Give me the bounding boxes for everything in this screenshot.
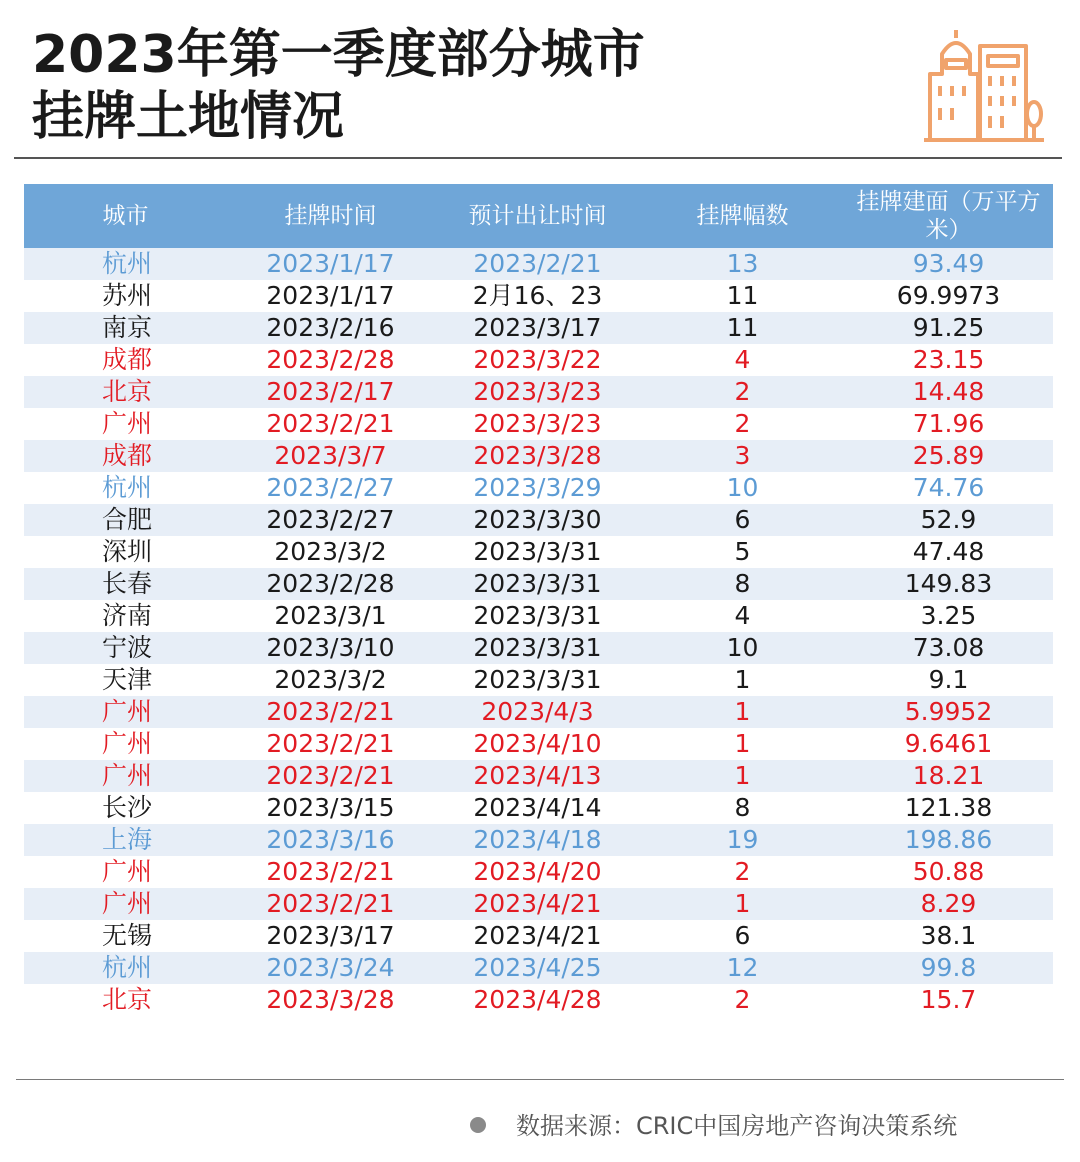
cell-area: 15.7: [920, 985, 977, 1014]
cell-city: 合肥: [24, 504, 227, 536]
col-header-expected-date: 预计出让时间: [434, 184, 641, 248]
table-row: [24, 536, 1053, 568]
cell-area: 149.83: [844, 568, 1053, 600]
cell-listed-date: 2023/2/27: [266, 473, 395, 502]
table-row: [24, 280, 1053, 312]
title-line-1: 2023年第一季度部分城市: [32, 25, 645, 85]
cell-expected-date: 2023/4/20: [473, 857, 602, 886]
title-line-2: 挂牌土地情况: [32, 87, 345, 147]
cell-listed-date: 2023/3/15: [266, 793, 395, 822]
cell-expected-date: 2023/4/13: [434, 760, 641, 792]
cell-area: 198.86: [844, 824, 1053, 856]
cell-area: 52.9: [844, 504, 1053, 536]
cell-expected-date: 2月16、23: [472, 281, 603, 310]
table-row: [24, 664, 1053, 696]
table-row: [24, 696, 1053, 728]
cell-listed-date: 2023/3/10: [227, 632, 434, 664]
col-header-area: 挂牌建面（万平方米）: [844, 184, 1053, 248]
cell-city: 深圳: [102, 537, 153, 566]
cell-expected-date: 2023/3/31: [434, 632, 641, 664]
cell-area: 3.25: [920, 601, 977, 630]
cell-city: 天津: [102, 665, 153, 694]
cell-expected-date: 2023/3/23: [434, 376, 641, 408]
cell-expected-date: 2023/3/28: [434, 440, 641, 472]
cell-listed-date: 2023/3/24: [227, 952, 434, 984]
cell-listed-date: 2023/3/7: [227, 440, 434, 472]
page-title: [32, 24, 645, 148]
cell-count: 1: [641, 888, 844, 920]
cell-listed-date: 2023/3/17: [266, 921, 395, 950]
cell-listed-date: 2023/3/16: [227, 824, 434, 856]
cell-listed-date: 2023/2/17: [227, 376, 434, 408]
cell-city: 杭州: [102, 473, 153, 502]
cell-area: 71.96: [912, 409, 985, 438]
cell-city: 广州: [102, 729, 153, 758]
cell-area: 18.21: [844, 760, 1053, 792]
title-divider: [14, 157, 1062, 159]
cell-count: 1: [734, 665, 751, 694]
cell-city: 长沙: [102, 793, 153, 822]
table-row: [24, 728, 1053, 760]
cell-city: 广州: [102, 409, 153, 438]
cell-listed-date: 2023/2/27: [227, 504, 434, 536]
cell-city: 成都: [102, 345, 153, 374]
cell-city: 成都: [24, 440, 227, 472]
cell-expected-date: 2023/3/31: [434, 568, 641, 600]
cell-area: 38.1: [920, 921, 977, 950]
cell-city: 济南: [102, 601, 153, 630]
col-header-listed-date: 挂牌时间: [227, 184, 434, 248]
table-row: [24, 248, 1053, 280]
table-header-row: [24, 184, 1053, 248]
cell-count: 2: [734, 985, 751, 1014]
cell-expected-date: 2023/3/31: [473, 665, 602, 694]
cell-count: 2: [734, 857, 751, 886]
cell-expected-date: 2023/3/30: [434, 504, 641, 536]
cell-area: 5.9952: [844, 696, 1053, 728]
cell-listed-date: 2023/3/2: [274, 537, 387, 566]
cell-area: 121.38: [904, 793, 993, 822]
cell-count: 3: [641, 440, 844, 472]
land-listing-table: [24, 184, 1053, 1016]
cell-count: 6: [734, 921, 751, 950]
cell-listed-date: 2023/2/21: [266, 729, 395, 758]
cell-expected-date: 2023/4/10: [473, 729, 602, 758]
cell-listed-date: 2023/2/21: [227, 696, 434, 728]
table-row: [24, 440, 1053, 472]
cell-city: 杭州: [24, 248, 227, 280]
cell-listed-date: 2023/2/28: [227, 568, 434, 600]
cell-expected-date: 2023/4/14: [473, 793, 602, 822]
table-row: [24, 984, 1053, 1016]
cell-listed-date: 2023/1/17: [266, 281, 395, 310]
cell-listed-date: 2023/2/21: [266, 857, 395, 886]
cell-city: 南京: [24, 312, 227, 344]
cell-count: 12: [641, 952, 844, 984]
cell-count: 1: [641, 760, 844, 792]
cell-expected-date: 2023/4/21: [473, 921, 602, 950]
table-row: [24, 376, 1053, 408]
cell-count: 5: [734, 537, 751, 566]
cell-listed-date: 2023/2/21: [227, 760, 434, 792]
table-row: [24, 760, 1053, 792]
table-row: [24, 504, 1053, 536]
cell-count: 2: [734, 409, 751, 438]
table-row: [24, 856, 1053, 888]
cell-area: 73.08: [844, 632, 1053, 664]
cell-city: 杭州: [24, 952, 227, 984]
data-source-note: [470, 1106, 957, 1141]
cell-count: 6: [641, 504, 844, 536]
table-row: [24, 600, 1053, 632]
cell-listed-date: 2023/3/2: [274, 665, 387, 694]
cell-count: 1: [734, 729, 751, 758]
cell-count: 19: [641, 824, 844, 856]
cell-expected-date: 2023/3/31: [473, 601, 602, 630]
city-buildings-icon: [922, 24, 1046, 144]
cell-expected-date: 2023/4/21: [434, 888, 641, 920]
cell-expected-date: 2023/3/29: [473, 473, 602, 502]
cell-count: 4: [734, 601, 751, 630]
cell-expected-date: 2023/4/28: [473, 985, 602, 1014]
cell-city: 广州: [24, 760, 227, 792]
cell-expected-date: 2023/4/25: [434, 952, 641, 984]
cell-area: 9.1: [928, 665, 969, 694]
bullet-icon: [470, 1117, 486, 1133]
cell-listed-date: 2023/2/21: [266, 409, 395, 438]
cell-city: 无锡: [102, 921, 153, 950]
cell-expected-date: 2023/3/23: [473, 409, 602, 438]
cell-expected-date: 2023/4/18: [434, 824, 641, 856]
cell-expected-date: 2023/3/17: [434, 312, 641, 344]
cell-city: 广州: [24, 888, 227, 920]
cell-count: 10: [726, 473, 759, 502]
cell-area: 99.8: [844, 952, 1053, 984]
cell-city: 北京: [24, 376, 227, 408]
cell-area: 91.25: [844, 312, 1053, 344]
table-row: [24, 792, 1053, 824]
cell-count: 11: [641, 312, 844, 344]
cell-city: 广州: [24, 696, 227, 728]
cell-expected-date: 2023/4/3: [434, 696, 641, 728]
cell-count: 10: [641, 632, 844, 664]
cell-count: 8: [641, 568, 844, 600]
cell-area: 8.29: [844, 888, 1053, 920]
table-row: [24, 568, 1053, 600]
cell-area: 47.48: [912, 537, 985, 566]
table-row: [24, 472, 1053, 504]
cell-area: 69.9973: [896, 281, 1001, 310]
cell-city: 上海: [24, 824, 227, 856]
cell-city: 苏州: [102, 281, 153, 310]
cell-area: 9.6461: [904, 729, 993, 758]
data-source-text: 数据来源：CRIC中国房地产咨询决策系统: [516, 1112, 958, 1140]
cell-city: 宁波: [24, 632, 227, 664]
cell-count: 2: [641, 376, 844, 408]
cell-listed-date: 2023/3/28: [266, 985, 395, 1014]
cell-area: 25.89: [844, 440, 1053, 472]
cell-count: 13: [641, 248, 844, 280]
cell-listed-date: 2023/1/17: [227, 248, 434, 280]
cell-city: 长春: [24, 568, 227, 600]
cell-listed-date: 2023/2/16: [227, 312, 434, 344]
table-row: [24, 408, 1053, 440]
cell-listed-date: 2023/3/1: [274, 601, 387, 630]
cell-count: 4: [734, 345, 751, 374]
table-row: [24, 952, 1053, 984]
cell-expected-date: 2023/3/31: [473, 537, 602, 566]
table-row: [24, 824, 1053, 856]
cell-listed-date: 2023/2/21: [227, 888, 434, 920]
cell-area: 14.48: [844, 376, 1053, 408]
col-header-city: 城市: [24, 184, 227, 248]
cell-city: 广州: [102, 857, 153, 886]
table-row: [24, 920, 1053, 952]
cell-count: 8: [734, 793, 751, 822]
table-row: [24, 632, 1053, 664]
cell-listed-date: 2023/2/28: [266, 345, 395, 374]
cell-city: 北京: [102, 985, 153, 1014]
cell-expected-date: 2023/3/22: [473, 345, 602, 374]
table-row: [24, 312, 1053, 344]
table-row: [24, 888, 1053, 920]
footer-divider: [16, 1079, 1064, 1080]
cell-area: 93.49: [844, 248, 1053, 280]
col-header-count: 挂牌幅数: [641, 184, 844, 248]
cell-count: 1: [641, 696, 844, 728]
cell-area: 74.76: [912, 473, 985, 502]
cell-area: 23.15: [912, 345, 985, 374]
cell-count: 11: [726, 281, 759, 310]
cell-expected-date: 2023/2/21: [434, 248, 641, 280]
cell-area: 50.88: [912, 857, 985, 886]
table-row: [24, 344, 1053, 376]
